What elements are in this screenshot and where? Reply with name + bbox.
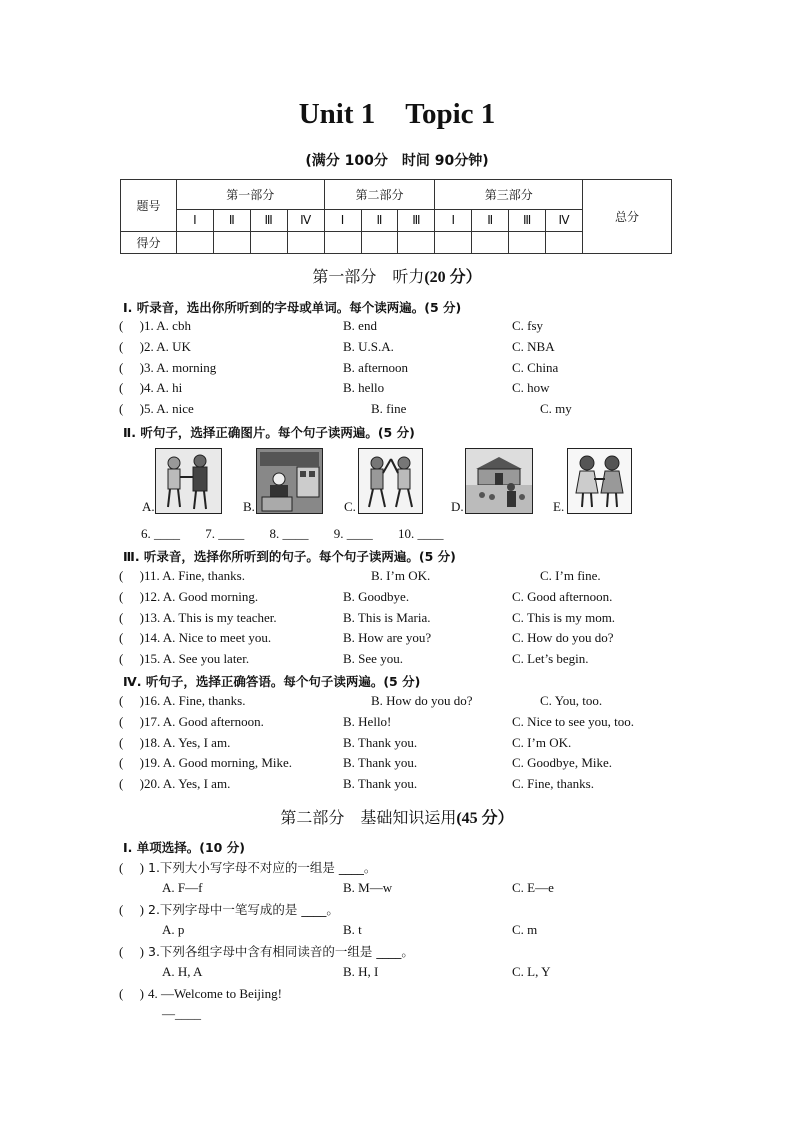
question-row (119, 608, 679, 628)
question-row (119, 378, 679, 398)
option-b: B. How are you? (343, 630, 432, 646)
answer-bracket[interactable]: ( ) (119, 693, 144, 708)
answer-blank[interactable]: 10. ____ (398, 526, 444, 541)
picture-a (155, 448, 222, 514)
picture-c (358, 448, 423, 514)
question-stem: 1.下列大小写字母不对应的一组是 ____。 (148, 860, 377, 875)
score-header-part3: 第三部分 (435, 180, 583, 210)
answer-bracket[interactable]: ( ) (119, 588, 144, 604)
option-a: 19. A. Good morning, Mike. (144, 755, 293, 771)
answer-blank[interactable]: 7. ____ (205, 526, 245, 541)
option-b: B. afternoon (343, 359, 408, 375)
option-b: B. t (343, 922, 362, 937)
score-col: Ⅰ (435, 210, 472, 232)
option-a: 15. A. See you later. (144, 651, 250, 667)
picture-b (256, 448, 323, 514)
answer-bracket[interactable]: ( ) (119, 338, 144, 354)
answer-bracket[interactable]: ( ) (119, 401, 144, 417)
option-c: C. You, too. (540, 693, 603, 708)
option-c: C. L, Y (512, 964, 551, 979)
answer-blank[interactable]: 6. ____ (141, 526, 180, 541)
score-cell[interactable] (472, 232, 509, 254)
part1-sec2-heading: Ⅱ. 听句子，选择正确图片。每个句子读两遍。(5 分) (123, 425, 415, 440)
score-col: Ⅱ (213, 210, 250, 232)
option-b: B. M—w (343, 880, 393, 895)
score-header-part2: 第二部分 (324, 180, 435, 210)
option-b: B. Goodbye. (343, 588, 410, 604)
option-a: 4. A. hi (144, 380, 183, 396)
option-a: 13. A. This is my teacher. (144, 609, 277, 625)
score-cell[interactable] (509, 232, 546, 254)
option-b: B. I’m OK. (371, 568, 431, 583)
option-b: B. This is Maria. (343, 609, 431, 625)
answer-bracket[interactable]: ( ) (119, 651, 144, 667)
question-stem: 4. —Welcome to Beijing! (148, 986, 282, 1001)
question-row (119, 316, 679, 336)
score-table (120, 179, 672, 254)
option-c: C. my (540, 401, 572, 417)
option-c: C. Good afternoon. (512, 588, 613, 604)
question-row (119, 358, 679, 378)
score-col: Ⅰ (176, 210, 213, 232)
option-b: B. Thank you. (343, 734, 418, 750)
picture-label-e: E. (553, 499, 565, 514)
answer-bracket[interactable]: ( ) (119, 713, 144, 729)
score-cell[interactable] (398, 232, 435, 254)
title-unit: Unit 1 (298, 98, 376, 130)
option-b: B. fine (371, 401, 407, 417)
answer-bracket[interactable]: ( ) (119, 568, 144, 583)
answer-bracket[interactable]: ( ) (119, 380, 144, 396)
option-c: C. how (512, 380, 550, 396)
picture-label-b: B. (243, 499, 255, 514)
option-c: C. China (512, 359, 559, 375)
option-c: C. This is my mom. (512, 609, 616, 625)
answer-bracket[interactable]: ( ) (119, 986, 144, 1001)
option-a: 11. A. Fine, thanks. (144, 568, 245, 583)
answer-bracket[interactable]: ( ) (119, 944, 144, 959)
answer-bracket[interactable]: ( ) (119, 755, 144, 771)
option-a: A. F—f (162, 880, 203, 895)
option-a: A. H, A (162, 964, 203, 979)
option-c: C. Nice to see you, too. (512, 713, 635, 729)
option-b: B. end (343, 318, 377, 333)
picture-label-d: D. (451, 499, 464, 514)
score-cell[interactable] (435, 232, 472, 254)
option-b: B. Hello! (343, 713, 392, 729)
option-c: C. I’m fine. (540, 568, 601, 583)
answer-bracket[interactable]: ( ) (119, 776, 144, 792)
picture-label-a: A. (142, 499, 155, 514)
score-col: Ⅱ (472, 210, 509, 232)
answer-bracket[interactable]: ( ) (119, 734, 144, 750)
question-row (119, 399, 679, 419)
score-cell[interactable] (324, 232, 361, 254)
answer-line[interactable]: —____ (162, 1006, 201, 1021)
score-col: Ⅰ (324, 210, 361, 232)
question-row (119, 858, 679, 878)
question-row (119, 691, 679, 711)
part1-sec4-heading: Ⅳ. 听句子，选择正确答语。每个句子读两遍。(5 分) (123, 674, 421, 689)
question-row (119, 587, 679, 607)
score-col: Ⅱ (361, 210, 398, 232)
option-c: C. Let’s begin. (512, 651, 589, 667)
score-cell[interactable] (250, 232, 287, 254)
answer-bracket[interactable]: ( ) (119, 902, 144, 917)
option-b: B. U.S.A. (343, 338, 394, 354)
score-col: Ⅳ (546, 210, 583, 232)
question-row (119, 649, 679, 669)
question-row (119, 774, 679, 794)
picture-label-c: C. (344, 499, 356, 514)
option-a: 18. A. Yes, I am. (144, 734, 231, 750)
option-a: A. p (162, 922, 185, 937)
part1-sec3-heading: Ⅲ. 听录音，选择你所听到的句子。每个句子读两遍。(5 分) (123, 549, 456, 564)
answer-bracket[interactable]: ( ) (119, 359, 144, 375)
question-row (119, 984, 679, 1004)
option-c: C. I’m OK. (512, 734, 572, 750)
question-row (119, 712, 679, 732)
option-c: C. Goodbye, Mike. (512, 755, 613, 771)
option-b: B. How do you do? (371, 693, 473, 708)
option-c: C. m (512, 922, 538, 937)
score-col: Ⅲ (398, 210, 435, 232)
part1-title: 第一部分 听力(20 分） (312, 267, 482, 286)
option-c: C. fsy (512, 318, 544, 333)
option-a: 3. A. morning (144, 359, 217, 375)
answer-bracket[interactable]: ( ) (119, 609, 144, 625)
score-cell[interactable] (287, 232, 324, 254)
option-c: C. How do you do? (512, 630, 614, 646)
score-header-total: 总分 (583, 180, 672, 254)
score-header-tihao: 题号 (121, 180, 177, 232)
score-row-defen: 得分 (121, 232, 177, 254)
option-c: C. Fine, thanks. (512, 776, 594, 792)
score-cell[interactable] (361, 232, 398, 254)
answer-bracket[interactable]: ( ) (119, 318, 144, 333)
option-a: 5. A. nice (144, 401, 194, 417)
title-topic: Topic 1 (405, 98, 496, 130)
score-col: Ⅳ (287, 210, 324, 232)
question-row (119, 566, 679, 586)
question-row (119, 900, 679, 920)
question-row (119, 337, 679, 357)
score-cell[interactable] (213, 232, 250, 254)
score-col: Ⅲ (509, 210, 546, 232)
score-header-part1: 第一部分 (176, 180, 324, 210)
question-row (119, 733, 679, 753)
score-col: Ⅲ (250, 210, 287, 232)
option-a: 20. A. Yes, I am. (144, 776, 231, 792)
answer-blank[interactable]: 9. ____ (333, 526, 373, 541)
answer-bracket[interactable]: ( ) (119, 630, 144, 646)
option-c: C. E—e (512, 880, 554, 895)
option-a: 17. A. Good afternoon. (144, 713, 264, 729)
answer-bracket[interactable]: ( ) (119, 860, 144, 875)
page-title (0, 98, 794, 131)
part2-sec1-heading: Ⅰ. 单项选择。(10 分) (123, 840, 245, 855)
question-row (119, 942, 679, 962)
picture-answer-blanks (141, 526, 466, 542)
picture-e (567, 448, 632, 514)
option-a: 12. A. Good morning. (144, 588, 259, 604)
picture-d (465, 448, 533, 514)
option-a: 16. A. Fine, thanks. (144, 693, 246, 708)
question-stem: 2.下列字母中一笔写成的是 ____。 (148, 902, 339, 917)
exam-subtitle: (满分 100分 时间 90分钟) (305, 153, 489, 169)
option-a: 14. A. Nice to meet you. (144, 630, 272, 646)
option-a: 1. A. cbh (144, 318, 191, 333)
question-row (119, 753, 679, 773)
option-b: B. See you. (343, 651, 403, 667)
option-c: C. NBA (512, 338, 555, 354)
question-row (119, 628, 679, 648)
option-b: B. hello (343, 380, 385, 396)
part2-title: 第二部分 基础知识运用(45 分） (280, 808, 514, 827)
question-stem: 3.下列各组字母中含有相同读音的一组是 ____。 (148, 944, 414, 959)
score-cell[interactable] (176, 232, 213, 254)
option-b: B. Thank you. (343, 755, 418, 771)
option-b: B. Thank you. (343, 776, 418, 792)
option-a: 2. A. UK (144, 338, 191, 354)
option-b: B. H, I (343, 964, 379, 979)
part1-sec1-heading: Ⅰ. 听录音，选出你所听到的字母或单词。每个读两遍。(5 分) (123, 300, 462, 315)
answer-blank[interactable]: 8. ____ (269, 526, 309, 541)
score-cell[interactable] (546, 232, 583, 254)
